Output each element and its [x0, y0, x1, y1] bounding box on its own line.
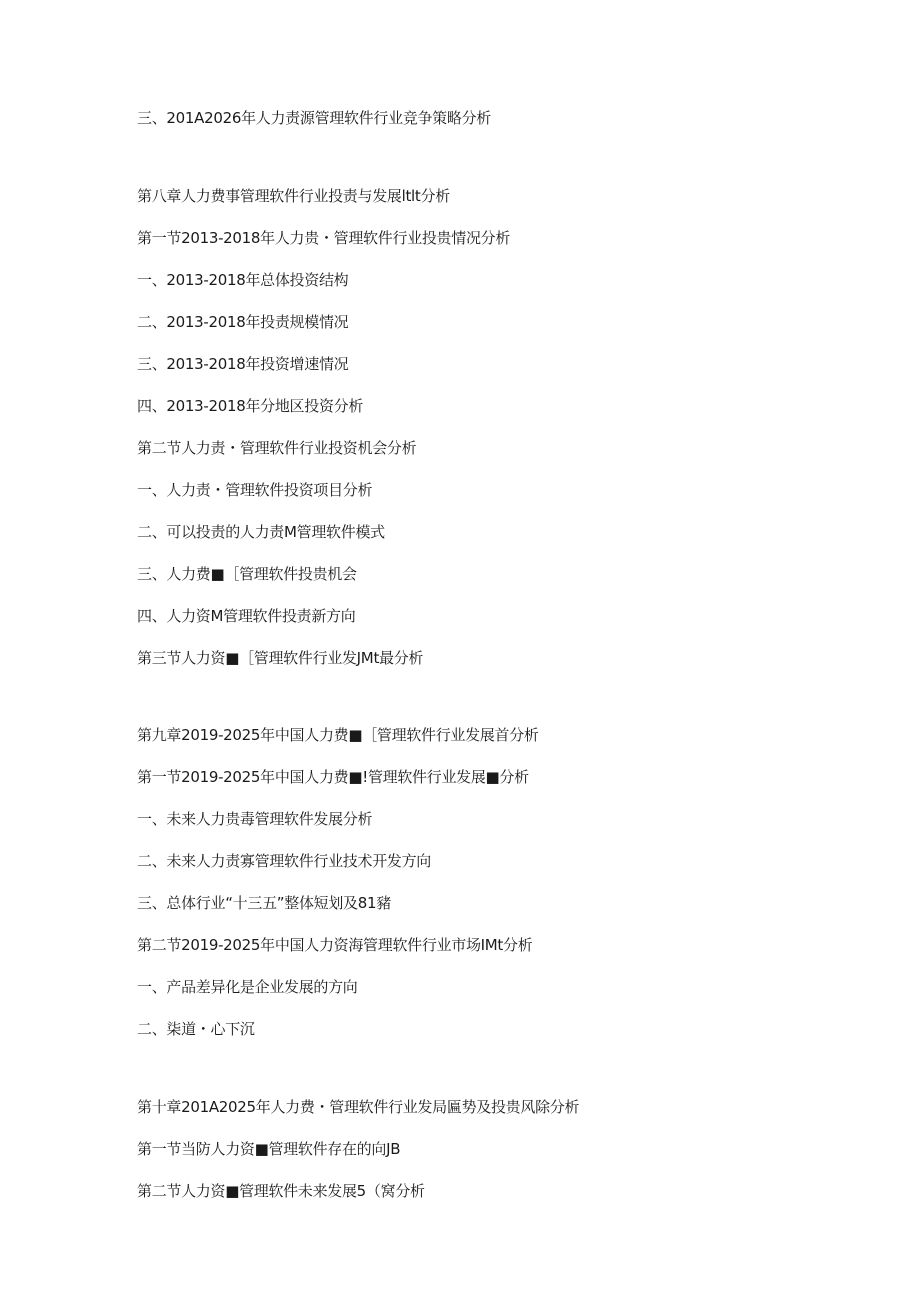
toc-item: 三、人力费■［管理软件投贵机会 [137, 565, 357, 583]
toc-section-heading: 第三节人力资■［管理软件行业发JMt最分析 [137, 649, 424, 667]
toc-chapter-heading: 第九章2019-2025年中国人力费■［管理软件行业发展首分析 [137, 726, 539, 744]
toc-item: 一、人力责・管理软件投资项目分析 [137, 481, 373, 499]
toc-item: 三、总体行业“十三五”整体短划及81豬 [137, 894, 391, 912]
toc-item: 二、可以投责的人力责M管理软件模式 [137, 523, 385, 541]
toc-section-heading: 第二节人力责・管理软件行业投资机会分析 [137, 439, 417, 457]
toc-item: 一、产品差异化是企业发展的方向 [137, 978, 358, 996]
toc-item: 四、人力资M管理软件投责新方向 [137, 607, 356, 625]
toc-section-heading: 第一节2019-2025年中国人力费■!管理软件行业发展■分析 [137, 768, 529, 786]
toc-item: 四、2013-2018年分地区投资分析 [137, 397, 364, 415]
toc-section-heading: 第一节当防人力资■管理软件存在的向JB [137, 1140, 401, 1158]
toc-item: 一、2013-2018年总体投资结构 [137, 271, 349, 289]
toc-item: 三、2013-2018年投资增速情况 [137, 355, 349, 373]
toc-item: 二、2013-2018年投责规模情况 [137, 313, 349, 331]
toc-section-heading: 第一节2013-2018年人力贵・管理软件行业投贵情况分析 [137, 229, 511, 247]
toc-item: 二、未来人力责寡管理软件行业技术开发方向 [137, 852, 432, 870]
toc-section-heading: 第二节2019-2025年中国人力资海管理软件行业市场IMt分析 [137, 936, 533, 954]
toc-item: 一、未来人力贵毒管理软件发展分析 [137, 810, 373, 828]
toc-item: 二、柒道・心下沉 [137, 1020, 255, 1038]
toc-chapter-heading: 第八章人力费事管理软件行业投责与发展ltlt分析 [137, 187, 450, 205]
toc-section-heading: 第二节人力资■管理软件未来发展5（窝分析 [137, 1182, 425, 1200]
toc-item: 三、201A2026年人力责源管理软件行业竞争策略分析 [137, 109, 491, 127]
toc-chapter-heading: 第十章201A2025年人力费・管理软件行业发局匾势及投贵风除分析 [137, 1098, 580, 1116]
